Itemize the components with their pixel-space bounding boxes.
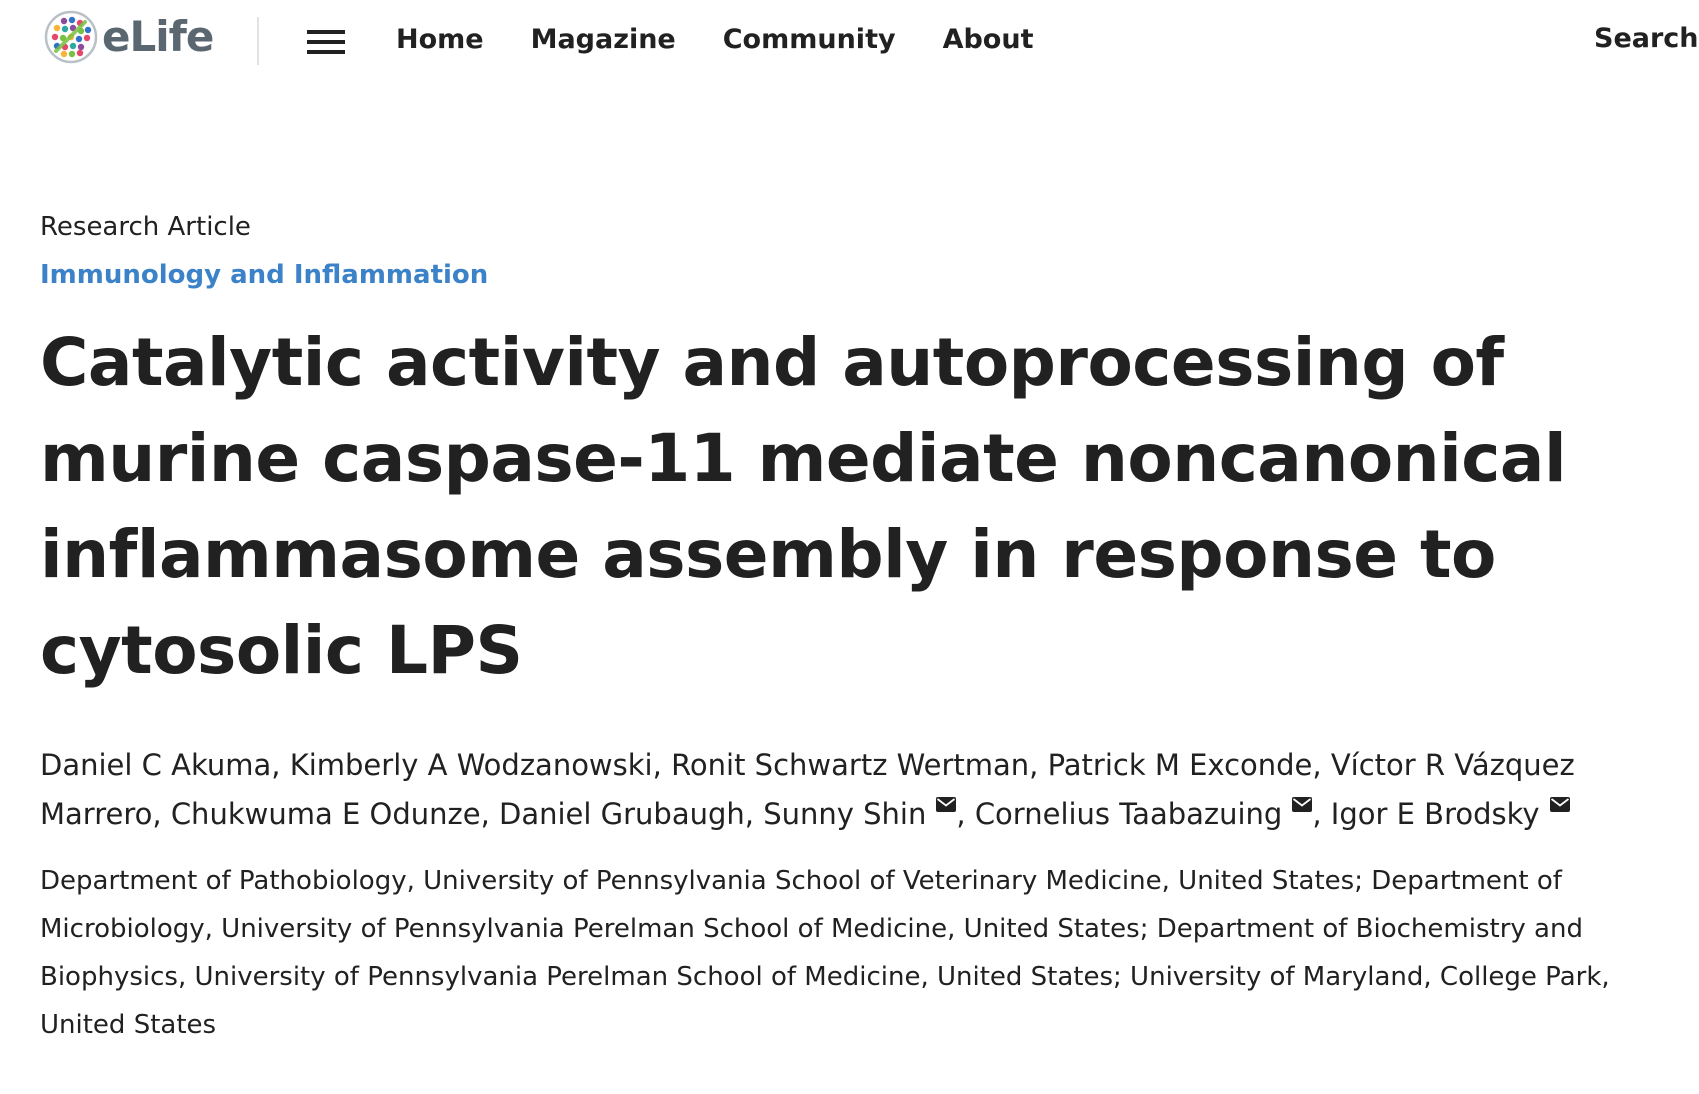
author-link[interactable]: Ronit Schwartz Wertman (671, 748, 1030, 782)
author-link[interactable]: Patrick M Exconde (1047, 748, 1313, 782)
author-link[interactable]: Igor E Brodsky (1330, 797, 1540, 831)
elife-logo-link[interactable] (44, 9, 213, 65)
author-link[interactable]: Víctor R Vázquez Marrero (40, 748, 1575, 831)
author-separator: , (1312, 748, 1331, 782)
author-separator: , (744, 797, 764, 831)
site-header (0, 0, 1699, 78)
author-link[interactable]: Daniel Grubaugh (499, 797, 745, 831)
author-separator: , (480, 797, 499, 831)
author-separator: , (152, 797, 171, 831)
affiliations: Department of Pathobiology, University of Pennsylvania School of Veterinary Medicine, United States; Department of Microbiology, University of Pennsylvania Perelman School of Medicine, United States; Department of Biochemistry and Biophysics, University of Pennsylvania Perelman School of Medicine, United States; University of Maryland, College Park, United States (40, 866, 1610, 1040)
envelope-icon[interactable] (1550, 797, 1570, 812)
author-link[interactable]: Cornelius Taabazuing (974, 797, 1283, 831)
nav-about-link[interactable]: About (942, 23, 1034, 55)
author-link[interactable]: Sunny Shin (763, 797, 927, 831)
author-separator: , (652, 748, 672, 782)
subject-link[interactable]: Immunology and Inflammation (40, 260, 489, 290)
author-separator: , (956, 797, 975, 831)
search-link[interactable]: Search (1594, 23, 1699, 54)
envelope-icon[interactable] (936, 797, 956, 812)
author-separator: , (1029, 748, 1048, 782)
main-menu-button[interactable] (298, 22, 354, 62)
hamburger-menu-icon-bar (307, 50, 345, 54)
hamburger-menu-icon (307, 30, 345, 34)
article-header (40, 205, 1660, 1049)
author-link[interactable]: Kimberly A Wodzanowski (289, 748, 653, 782)
hamburger-menu-icon-bar (307, 40, 345, 44)
article-type: Research Article (40, 212, 251, 242)
author-link[interactable]: Chukwuma E Odunze (170, 797, 481, 831)
author-list (40, 741, 1640, 839)
author-separator: , (1312, 797, 1331, 831)
nav-home-link[interactable]: Home (396, 23, 484, 55)
nav-magazine-link[interactable]: Magazine (530, 23, 676, 55)
article-title: Catalytic activity and autoprocessing of murine caspase-11 mediate noncanonical inflammasome assembly in response to cytosolic LPS (40, 324, 1567, 689)
main-nav (396, 16, 1080, 62)
nav-community-link[interactable]: Community (722, 23, 896, 55)
author-link[interactable]: Daniel C Akuma (40, 748, 272, 782)
envelope-icon[interactable] (1292, 797, 1312, 812)
author-separator: , (271, 748, 290, 782)
logo-text: eLife (102, 12, 214, 61)
elife-logo-icon (44, 10, 98, 64)
header-divider (257, 17, 259, 65)
